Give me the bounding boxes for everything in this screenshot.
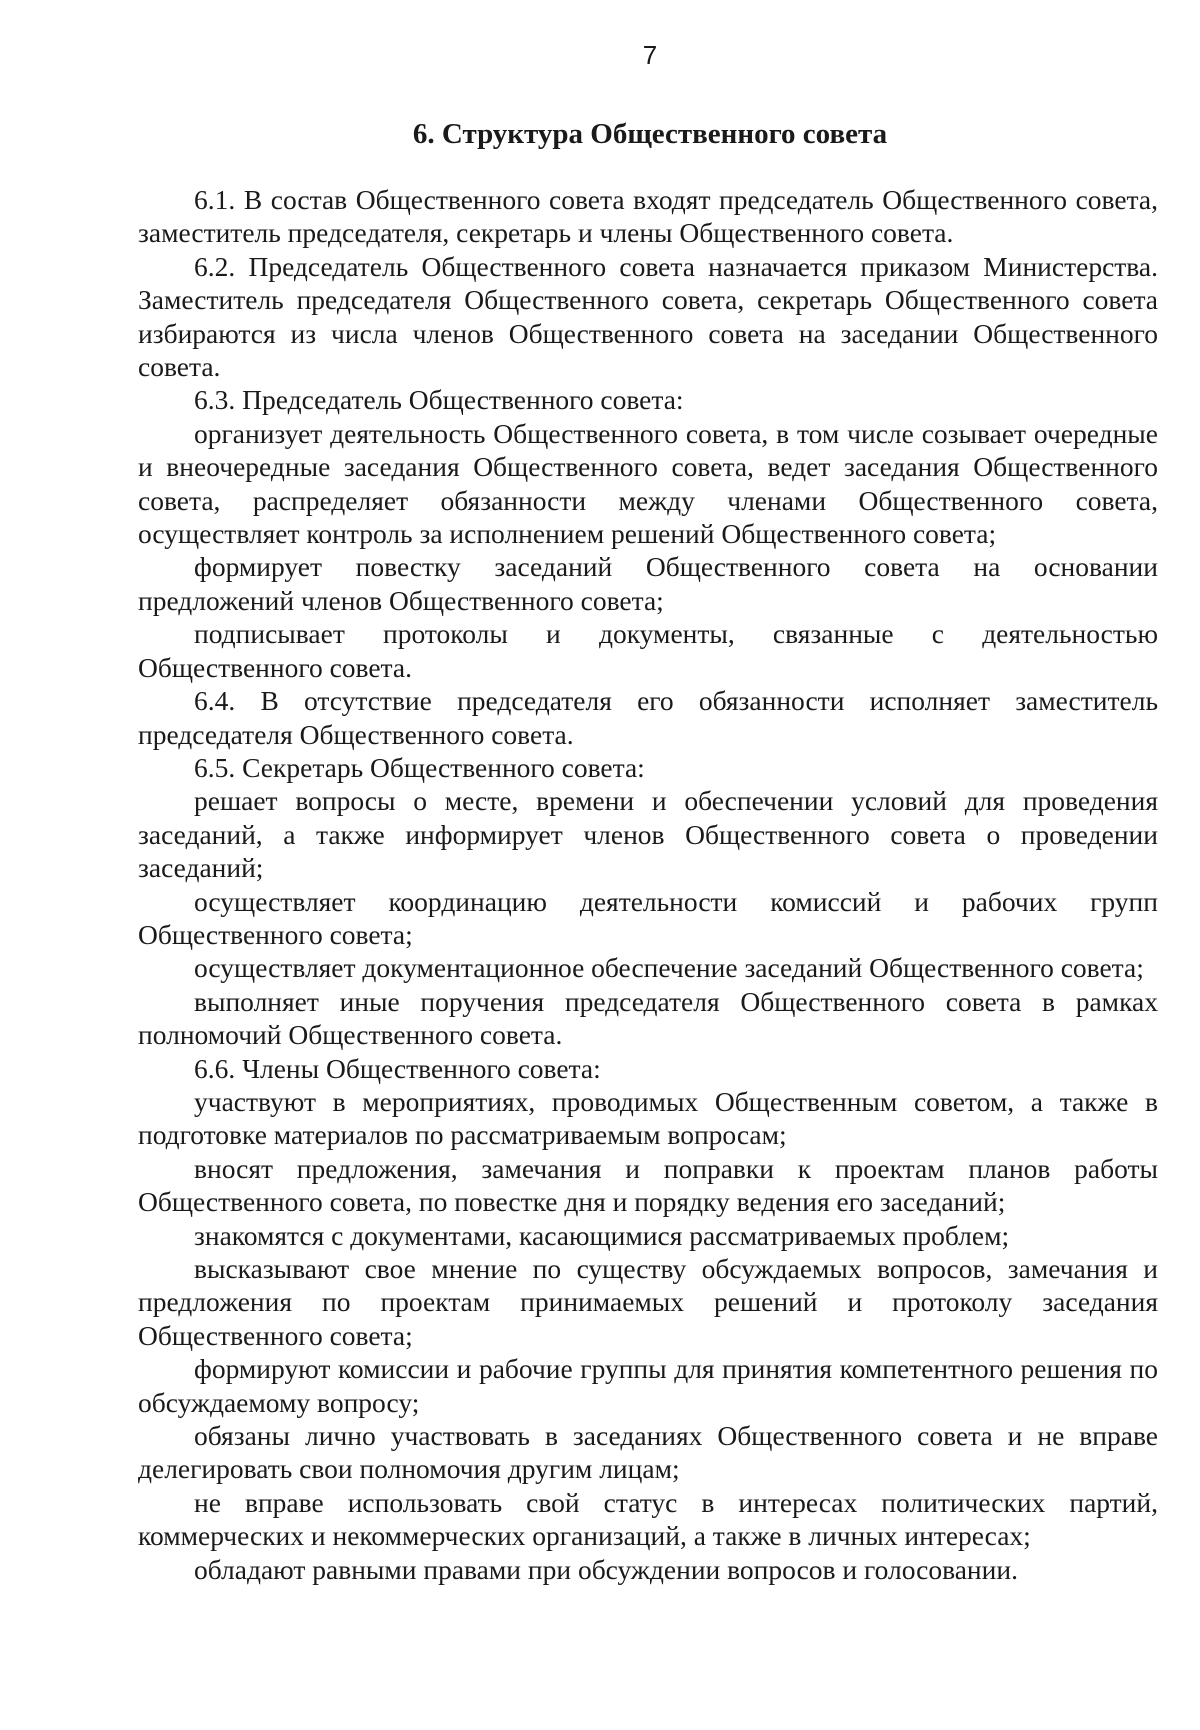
paragraph: 6.6. Члены Общественного совета: [194, 1052, 601, 1084]
paragraph: не вправе использовать свой статус в интересах политических партий, коммерческих и некоммерческих организаций, а также в личных интересах; [138, 1486, 1158, 1552]
document-body [138, 183, 1158, 1586]
paragraph: обязаны лично участвовать в заседаниях Общественного совета и не вправе делегировать свои полномочия другим лицам; [138, 1420, 1158, 1485]
paragraph: 6.1. В состав Общественного совета входят председатель Общественного совета, заместитель председателя, секретарь и члены Общественного совета. [138, 184, 1158, 249]
paragraph: знакомятся с документами, касающимися рассматриваемых проблем; [194, 1219, 1010, 1251]
paragraph: вносят предложения, замечания и поправки к проектам планов работы Общественного совета, по повестке дня и порядку ведения его заседаний; [138, 1152, 1158, 1218]
paragraph: высказывают свое мнение по существу обсуждаемых вопросов, замечания и предложения по проектам принимаемых решений и протоколу заседания Общественного совета; [138, 1253, 1158, 1351]
paragraph: осуществляет координацию деятельности комиссий и рабочих групп Общественного совета; [138, 885, 1158, 950]
paragraph: выполняет иные поручения председателя Общественного совета в рамках полномочий Общественного совета. [138, 985, 1158, 1051]
paragraph: участвуют в мероприятиях, проводимых Общественным советом, а также в подготовке материалов по рассматриваемым вопросам; [138, 1085, 1158, 1151]
paragraph: осуществляет документационное обеспечение заседаний Общественного совета; [194, 952, 1144, 984]
paragraph: 6.3. Председатель Общественного совета: [194, 384, 684, 416]
page-number: 7 [642, 40, 658, 70]
paragraph: 6.5. Секретарь Общественного совета: [194, 751, 645, 783]
section-heading: 6. Структура Общественного совета [412, 118, 888, 150]
paragraph: 6.4. В отсутствие председателя его обязанности исполняет заместитель председателя Общественного совета. [138, 685, 1158, 750]
paragraph: обладают равными правами при обсуждении вопросов и голосовании. [194, 1553, 1018, 1585]
paragraph: формируют комиссии и рабочие группы для принятия компетентного решения по обсуждаемому вопросу; [138, 1353, 1158, 1418]
paragraph: 6.2. Председатель Общественного совета назначается приказом Министерства. Заместитель председателя Общественного совета, секретарь Общественного совета избираются из числа членов Общественного совета на заседании Общественного совета. [138, 250, 1158, 383]
paragraph: формирует повестку заседаний Общественного совета на основании предложений членов Общественного совета; [138, 551, 1158, 616]
paragraph: подписывает протоколы и документы, связанные с деятельностью Общественного совета. [138, 618, 1158, 683]
paragraph: решает вопросы о месте, времени и обеспечении условий для проведения заседаний, а также информирует членов Общественного совета о проведении заседаний; [138, 785, 1158, 884]
paragraph: организует деятельность Общественного совета, в том числе созывает очередные и внеочередные заседания Общественного совета, ведет заседания Общественного совета, распределяет обязанности между членами Общественного совета, осуществляет контроль за исполнением решений Общественного совета; [138, 417, 1158, 550]
